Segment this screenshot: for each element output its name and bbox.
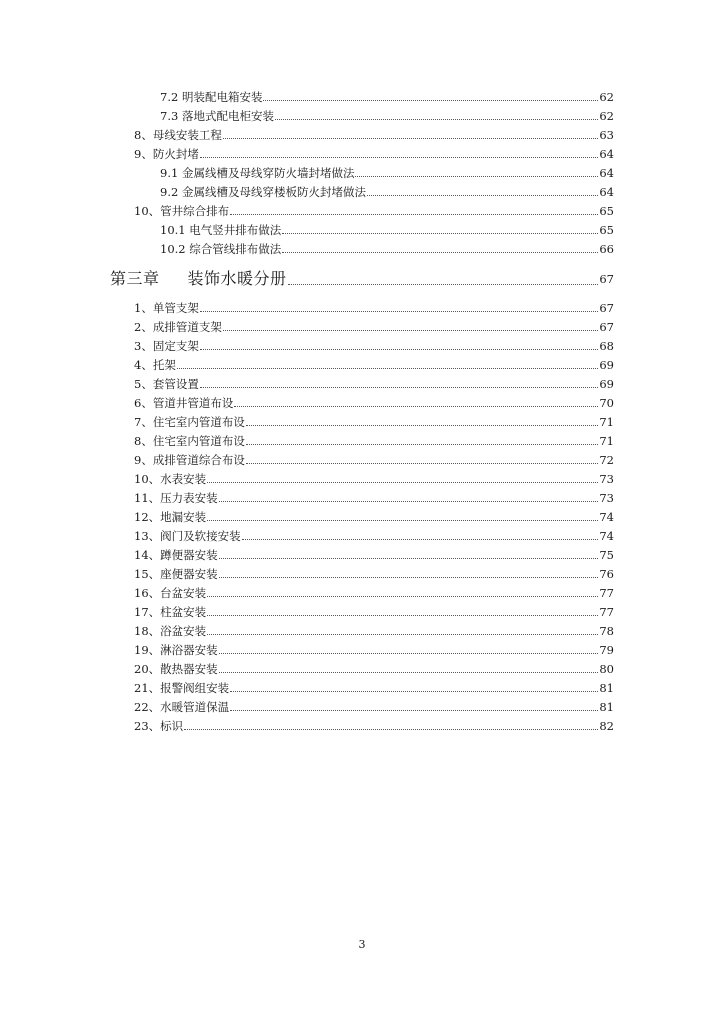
toc-entry-label: 8、母线安装工程 [134, 128, 222, 142]
toc-entry-label: 10、水表安装 [134, 472, 207, 486]
toc-entry[interactable] [134, 660, 614, 676]
toc-entry-label: 7.3 落地式配电柜安装 [160, 109, 274, 123]
toc-entry-label: 3、固定支架 [134, 339, 199, 353]
toc-entry[interactable] [134, 318, 614, 334]
toc-entry-label: 10.2 综合管线排布做法 [160, 242, 282, 256]
dot-leader [282, 233, 598, 234]
toc-page-number: 72 [599, 453, 614, 467]
toc-entry-label: 14、蹲便器安装 [134, 548, 218, 562]
dot-leader [219, 653, 599, 654]
toc-entry[interactable] [134, 145, 614, 161]
toc-entry[interactable] [134, 470, 614, 486]
toc-entry[interactable] [134, 375, 614, 391]
toc-entry[interactable] [134, 698, 614, 714]
toc-entry-label: 16、台盆安装 [134, 586, 207, 600]
toc-entry[interactable] [134, 394, 614, 410]
toc-page-number: 77 [599, 586, 614, 600]
toc-page-number: 62 [599, 109, 614, 123]
toc-entry[interactable] [134, 356, 614, 372]
dot-leader [200, 387, 599, 388]
toc-entry-label: 7、住宅室内管道布设 [134, 415, 245, 429]
toc-entry-label: 2、成排管道支架 [134, 320, 222, 334]
dot-leader [367, 195, 598, 196]
dot-leader [184, 729, 598, 730]
toc-page-number: 67 [599, 320, 614, 334]
dot-leader [230, 214, 598, 215]
toc-entry[interactable] [134, 451, 614, 467]
toc-entry[interactable] [160, 221, 614, 237]
toc-page-number: 74 [599, 510, 614, 524]
toc-page-number: 69 [599, 358, 614, 372]
toc-entry[interactable] [134, 679, 614, 695]
toc-page-number: 64 [599, 166, 614, 180]
toc-entry[interactable] [160, 88, 614, 104]
dot-leader [207, 520, 598, 521]
dot-leader [200, 349, 599, 350]
toc-entry[interactable] [134, 489, 614, 505]
dot-leader [223, 138, 599, 139]
toc-entry[interactable] [160, 183, 614, 199]
dot-leader [242, 539, 599, 540]
toc-page-number: 79 [599, 643, 614, 657]
toc-entry-label: 9、防火封堵 [134, 147, 199, 161]
toc-page-number: 67 [599, 272, 614, 286]
toc-page-number: 73 [599, 491, 614, 505]
toc-entry[interactable] [160, 164, 614, 180]
dot-leader [288, 284, 599, 285]
toc-chapter-title: 装饰水暖分册 [187, 269, 287, 288]
dot-leader [246, 444, 599, 445]
toc-page-number: 62 [599, 90, 614, 104]
toc-entry-label: 21、报警阀组安装 [134, 681, 230, 695]
toc-entry[interactable] [134, 584, 614, 600]
toc-entry-label: 11、压力表安装 [134, 491, 218, 505]
toc-entry[interactable] [134, 337, 614, 353]
dot-leader [200, 311, 599, 312]
toc-page-number: 74 [599, 529, 614, 543]
dot-leader [246, 463, 599, 464]
toc-page-number: 77 [599, 605, 614, 619]
toc-page-number: 75 [599, 548, 614, 562]
toc-entry-label: 9、成排管道综合布设 [134, 453, 245, 467]
toc-page-number: 81 [599, 700, 614, 714]
toc-page-number: 82 [599, 719, 614, 733]
toc-entry-label: 6、管道井管道布设 [134, 396, 234, 410]
toc-entry[interactable] [134, 126, 614, 142]
toc-entry-label: 22、水暖管道保温 [134, 700, 230, 714]
toc-entry[interactable] [134, 299, 614, 315]
toc-page-number: 69 [599, 377, 614, 391]
toc-entry-label: 1、单管支架 [134, 301, 199, 315]
toc-entry-label: 18、浴盆安装 [134, 624, 207, 638]
toc-entry-label: 13、阀门及软接安装 [134, 529, 241, 543]
toc-entry[interactable] [134, 508, 614, 524]
toc-page-number: 78 [599, 624, 614, 638]
toc-entry-label: 15、座便器安装 [134, 567, 218, 581]
dot-leader [200, 157, 599, 158]
toc-entry-label: 第三章 [110, 269, 160, 288]
dot-leader [207, 482, 598, 483]
toc-entry[interactable] [134, 565, 614, 581]
toc-page-number: 70 [599, 396, 614, 410]
toc-entry[interactable] [160, 107, 614, 123]
dot-leader [219, 577, 599, 578]
dot-leader [230, 691, 598, 692]
toc-entry-label: 12、地漏安装 [134, 510, 207, 524]
dot-leader [263, 100, 598, 101]
toc-entry-label: 10、管井综合排布 [134, 204, 230, 218]
toc-entry[interactable] [134, 717, 614, 733]
dot-leader [234, 406, 598, 407]
toc-entry[interactable] [134, 432, 614, 448]
toc-page-number: 68 [599, 339, 614, 353]
toc-page-number: 73 [599, 472, 614, 486]
toc-page-number: 81 [599, 681, 614, 695]
toc-entry-label: 23、标识 [134, 719, 184, 733]
toc-page-number: 64 [599, 185, 614, 199]
toc-page-number: 67 [599, 301, 614, 315]
dot-leader [282, 252, 598, 253]
toc-entry[interactable] [134, 622, 614, 638]
toc-entry[interactable] [134, 603, 614, 619]
toc-entry[interactable] [134, 641, 614, 657]
toc-page-number: 63 [599, 128, 614, 142]
toc-page-number: 65 [599, 204, 614, 218]
page-number: 3 [358, 938, 366, 951]
toc-entry-label: 17、柱盆安装 [134, 605, 207, 619]
toc-entry[interactable] [160, 240, 614, 256]
toc-page-number: 71 [599, 415, 614, 429]
dot-leader [207, 596, 598, 597]
toc-page-number: 71 [599, 434, 614, 448]
dot-leader [246, 425, 599, 426]
toc-entry-label: 20、散热器安装 [134, 662, 218, 676]
toc-entry[interactable] [134, 527, 614, 543]
toc-entry-label: 4、托架 [134, 358, 176, 372]
dot-leader [177, 368, 599, 369]
toc-entry[interactable] [134, 413, 614, 429]
dot-leader [275, 119, 598, 120]
toc-entry-label: 9.2 金属线槽及母线穿楼板防火封堵做法 [160, 185, 366, 199]
toc-entry-label: 10.1 电气竖井排布做法 [160, 223, 282, 237]
toc-chapter-entry[interactable] [110, 266, 614, 288]
toc-entry-label: 19、淋浴器安装 [134, 643, 218, 657]
dot-leader [207, 634, 598, 635]
toc-page-number: 80 [599, 662, 614, 676]
toc-page-number: 66 [599, 242, 614, 256]
toc-entry-label: 5、套管设置 [134, 377, 199, 391]
dot-leader [207, 615, 598, 616]
dot-leader [230, 710, 598, 711]
dot-leader [223, 330, 599, 331]
dot-leader [219, 501, 599, 502]
dot-leader [219, 558, 599, 559]
toc-page-number: 64 [599, 147, 614, 161]
toc-entry-label: 7.2 明装配电箱安装 [160, 90, 263, 104]
toc-entry-label: 8、住宅室内管道布设 [134, 434, 245, 448]
dot-leader [219, 672, 599, 673]
toc-entry[interactable] [134, 546, 614, 562]
toc-page-number: 76 [599, 567, 614, 581]
toc-page-number: 65 [599, 223, 614, 237]
dot-leader [355, 176, 598, 177]
toc-entry-label: 9.1 金属线槽及母线穿防火墙封堵做法 [160, 166, 355, 180]
toc-entry[interactable] [134, 202, 614, 218]
